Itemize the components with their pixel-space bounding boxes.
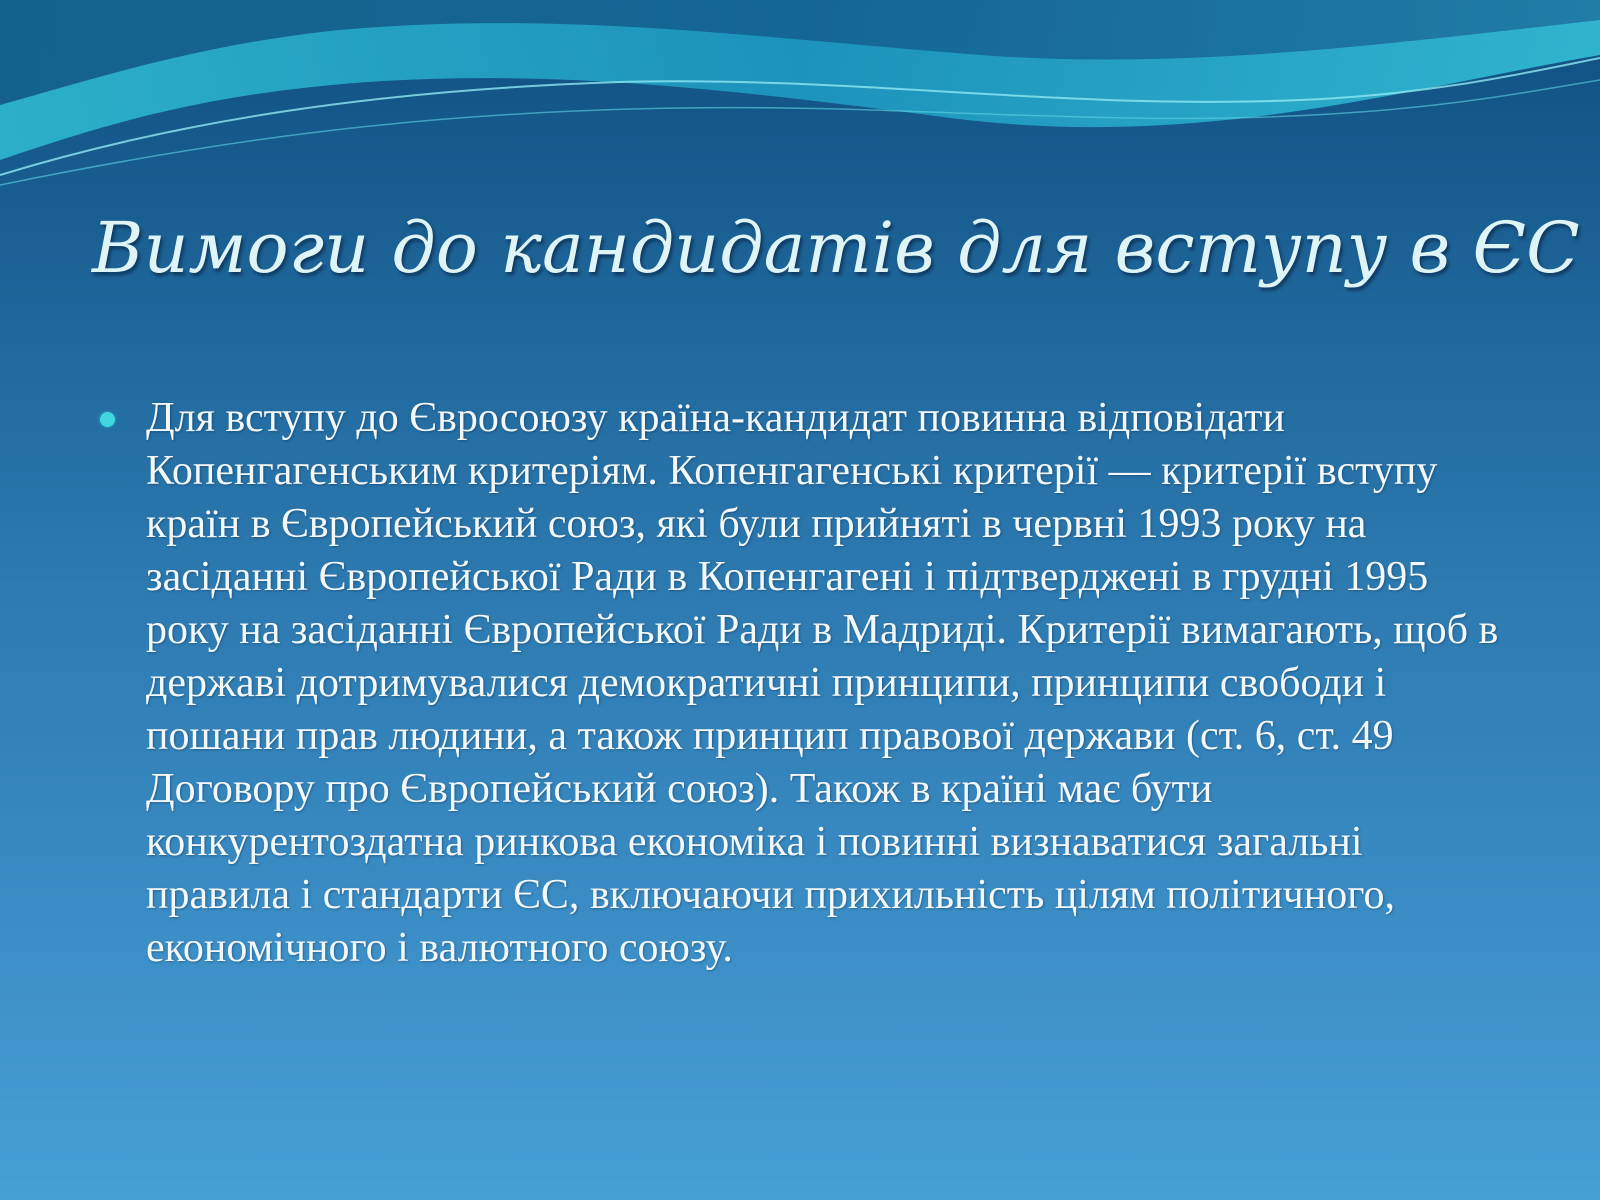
slide-title: Вимоги до кандидатів для вступу в ЄС <box>92 207 1580 289</box>
wave-decoration <box>0 0 1600 200</box>
bullet-list <box>96 392 1516 975</box>
bullet-text: Для вступу до Євросоюзу країна-кандидат повинна відповідати Копенгагенським критеріям. Копенгагенські критерії — критерії вступу країн в Європейський союз, які були прийняті в червні 1993 року на засіданні Європейської Ради в Копенгагені і підтверджені в грудні 1995 року на засіданні Європейської Ради в Мадриді. Критерії вимагають, щоб в державі дотримувалися демократичні принципи, принципи свободи і пошани прав людини, а також принцип правової держави (ст. 6, ст. 49 Договору про Європейський союз). Також в країні має бути конкурентоздатна ринкова економіка і повинні визнаватися загальні правила і стандарти ЄС, включаючи прихильність цілям політичного, економічного і валютного союзу. <box>146 395 1499 971</box>
bullet-item <box>96 392 1516 975</box>
bullet-dot-icon <box>100 412 115 427</box>
